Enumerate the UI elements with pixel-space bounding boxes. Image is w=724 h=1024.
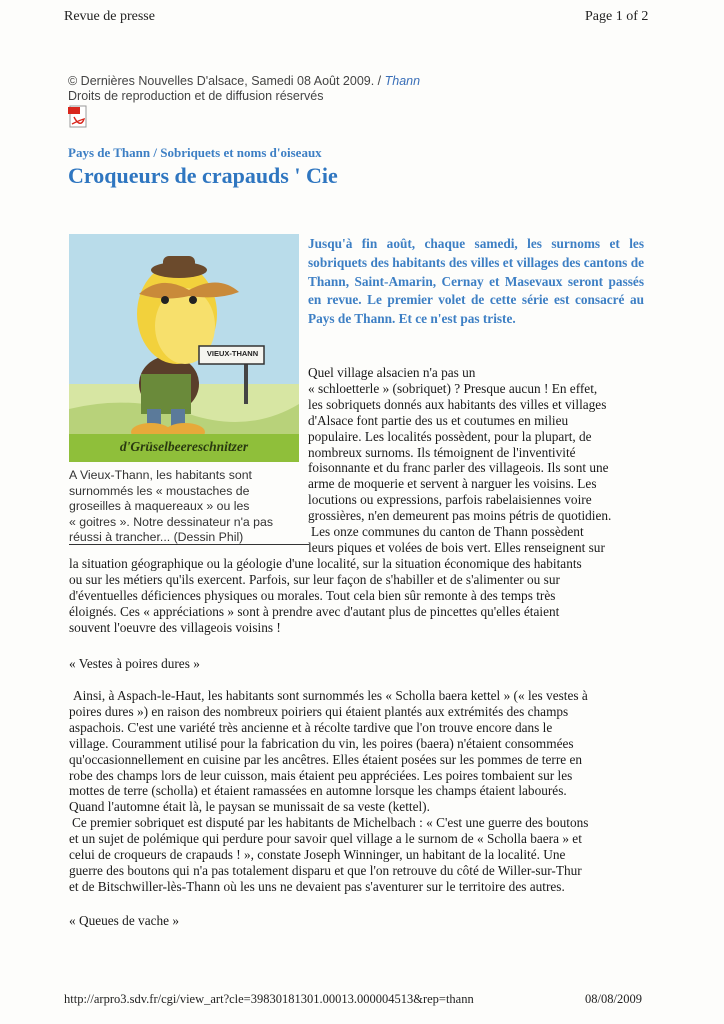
text-line: foisonnante et du franc parler des villageois. Ils sont une <box>308 460 609 476</box>
text-line: grossières, n'en demeurent pas moins pétris de quotidien. <box>308 508 612 524</box>
caption-line: A Vieux-Thann, les habitants sont <box>69 468 252 482</box>
text-line: aspachois. C'est une variété très ancienne et à récolte tardive que l'on trouve encore dans le <box>69 719 553 735</box>
text-line: Les onze communes du canton de Thann possèdent <box>311 524 584 540</box>
text-line: éloignés. Ces « appréciations » sont à prendre avec d'autant plus de pincettes qu'elles étaient <box>69 603 560 619</box>
pdf-icon[interactable] <box>68 105 90 127</box>
text-line: nombreux surnoms. Ils témoignent de l'inventivité <box>308 444 576 460</box>
subheading: « Vestes à poires dures » <box>69 656 200 671</box>
paragraph <box>69 688 669 815</box>
paragraph <box>69 815 669 895</box>
text-line: robe des champs lors de leur cuisson, mais étaient peu appréciées. Les poires tombaient sur les <box>69 767 573 783</box>
sign-text: VIEUX-THANN <box>206 349 259 358</box>
article-lead: Jusqu'à fin août, chaque samedi, les surnoms et les sobriquets des habitants des villes et villages des cantons de Thann, Saint-Amarin, Cernay et Masevaux seront passés en revue. Le premier volet de cette série est consacré au Pays de Thann. Et ce n'est pas triste. <box>308 236 644 327</box>
source-text: © Dernières Nouvelles D'alsace, Samedi 08 Août 2009. / <box>68 74 385 88</box>
page-url[interactable]: http://arpro3.sdv.fr/cgi/view_art?cle=39830181301.00013.000004513&rep=thann <box>64 992 474 1006</box>
caption-rule <box>69 544 309 545</box>
text-line: et un sujet de polémique qui perdure pour savoir quel village a le surnom de « Scholla baera » et <box>69 830 582 846</box>
article-title: Croqueurs de crapauds ' Cie <box>68 163 338 188</box>
text-line: souvent l'oeuvre des villageois voisins ! <box>69 619 281 635</box>
text-line: mottes de terre (scholla) et étaient ramassées en automne lorsque les champs étaient labourés. <box>69 783 567 799</box>
text-line: leurs piques et volées de bois vert. Elles renseignent sur <box>308 539 605 555</box>
text-line: populaire. Les localités possèdent, pour la plupart, de <box>308 428 592 444</box>
article-kicker: Pays de Thann / Sobriquets et noms d'oiseaux <box>68 145 322 160</box>
text-line: Ce premier sobriquet est disputé par les habitants de Michelbach : « C'est une guerre des boutons <box>72 815 589 830</box>
text-line: guerre des boutons qui n'a pas totalement disparu et que l'on retrouve du côté de Willer-sur-Thur <box>69 862 582 878</box>
cartoon-illustration <box>69 234 299 462</box>
text-line: arme de moquerie et servent à narguer les voisins. Les <box>308 476 597 492</box>
caption-line: « goitres ». Notre dessinateur n'a pas <box>69 514 273 529</box>
cartoon-banner-text: d'Grüselbeereschnitzer <box>119 439 249 454</box>
source-city: Thann <box>384 74 421 88</box>
narrow-column-text <box>308 365 648 556</box>
text-line: ou sur les métiers qu'ils exercent. Parfois, sur leur façon de s'habiller et de s'alimenter ou sur <box>69 571 560 587</box>
text-line: d'Alsace font partie des us et coutumes en milieu <box>308 412 569 428</box>
print-date: 08/08/2009 <box>585 992 642 1006</box>
page-indicator: Page 1 of 2 <box>585 9 649 24</box>
print-header-left: Revue de presse <box>64 9 155 24</box>
text-line: celui de croqueurs de crapauds ! », constate Joseph Winninger, un habitant de la localité. Une <box>69 846 566 862</box>
text-line: la situation géographique ou la géologie d'une localité, sur la situation économique des habitants <box>69 556 582 571</box>
subheading: « Queues de vache » <box>69 913 180 928</box>
text-line: poires dures ») en raison des nombreux poiriers qui étaient plantés aux extrémités des champs <box>69 703 569 719</box>
text-line: Ainsi, à Aspach-le-Haut, les habitants sont surnommés les « Scholla baera kettel » (« les vestes à <box>73 688 588 703</box>
image-caption <box>69 468 307 546</box>
caption-line: réussi à trancher... (Dessin Phil) <box>69 530 244 544</box>
rights-line: Droits de reproduction et de diffusion réservés <box>68 89 324 103</box>
text-line: les sobriquets donnés aux habitants des villes et villages <box>308 396 607 412</box>
source-line <box>68 74 420 89</box>
text-line: et de Bitschwiller-lès-Thann où les uns ne devaient pas s'aventurer sur le territoire des autres. <box>69 878 565 894</box>
text-line: qu'occasionnellement en cuisine par les ancêtres. Elles étaient posées sur les pommes de terre en <box>69 751 583 767</box>
wide-column-text <box>69 556 669 636</box>
text-line: Quel village alsacien n'a pas un <box>308 365 476 380</box>
text-line: « schloetterle » (sobriquet) ? Presque aucun ! En effet, <box>308 380 598 396</box>
text-line: Quand l'automne était là, le paysan se munissait de sa veste (kettel). <box>69 799 430 815</box>
text-line: village. Couramment utilisé pour la fabrication du vin, les poires (baera) n'étaient consommées <box>69 735 574 751</box>
text-line: locutions ou expressions, parfois rabelaisiennes voire <box>308 492 592 508</box>
text-line: d'éventuelles déficiences physiques ou morales. Tout cela bien sûr remonte à des temps très <box>69 587 556 603</box>
caption-line: surnommés les « moustaches de <box>69 483 250 498</box>
caption-line: groseilles à maquereaux » ou les <box>69 499 250 513</box>
